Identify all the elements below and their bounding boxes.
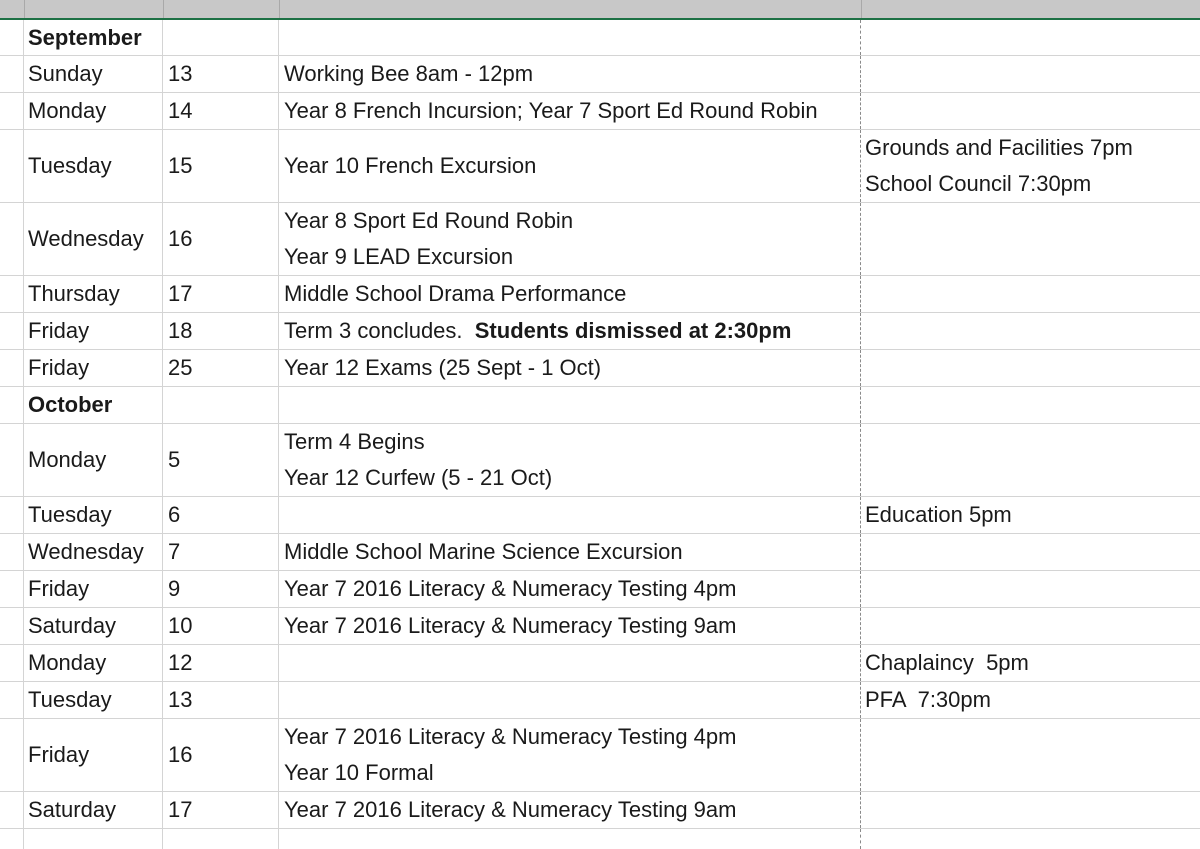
meeting-text: School Council 7:30pm <box>865 171 1092 196</box>
table-row <box>0 387 1200 424</box>
date-label: 16 <box>168 742 193 767</box>
row-header[interactable] <box>0 792 24 828</box>
day-cell[interactable] <box>24 534 163 570</box>
event-text: Year 7 2016 Literacy & Numeracy Testing 9am <box>284 797 737 822</box>
column-header-b[interactable] <box>163 0 280 18</box>
row-header[interactable] <box>0 645 24 681</box>
date-cell[interactable] <box>163 93 279 129</box>
table-row <box>0 497 1200 534</box>
event-text: Year 8 Sport Ed Round Robin <box>284 208 574 233</box>
row-header[interactable] <box>0 56 24 92</box>
month-cell[interactable] <box>24 387 163 423</box>
event-text: Year 8 French Incursion; Year 7 Sport Ed Round Robin <box>284 98 818 123</box>
table-row <box>0 56 1200 93</box>
event-text: Year 12 Curfew (5 - 21 Oct) <box>284 465 553 490</box>
row-header[interactable] <box>0 20 24 55</box>
event-cell[interactable] <box>279 203 861 275</box>
day-cell[interactable] <box>24 203 163 275</box>
day-cell[interactable] <box>24 829 163 849</box>
event-text: Working Bee 8am - 12pm <box>284 61 534 86</box>
day-label: Thursday <box>28 281 120 306</box>
row-header[interactable] <box>0 350 24 386</box>
day-cell[interactable] <box>24 608 163 644</box>
date-label: 7 <box>168 539 181 564</box>
day-cell[interactable] <box>24 571 163 607</box>
table-row <box>0 534 1200 571</box>
row-header[interactable] <box>0 130 24 202</box>
event-text: Year 10 Formal <box>284 760 434 785</box>
event-cell[interactable] <box>279 130 861 202</box>
event-cell[interactable] <box>279 20 861 55</box>
meeting-cell[interactable] <box>861 313 1200 349</box>
date-cell[interactable] <box>163 56 279 92</box>
row-header[interactable] <box>0 203 24 275</box>
meeting-cell[interactable] <box>861 534 1200 570</box>
day-cell[interactable] <box>24 313 163 349</box>
table-row <box>0 792 1200 829</box>
day-label: Wednesday <box>28 539 144 564</box>
table-row <box>0 645 1200 682</box>
date-cell[interactable] <box>163 497 279 533</box>
meeting-text: PFA 7:30pm <box>865 687 991 712</box>
event-cell[interactable] <box>279 645 861 681</box>
day-cell[interactable] <box>24 682 163 718</box>
meeting-cell[interactable] <box>861 350 1200 386</box>
table-row <box>0 829 1200 849</box>
event-plain-text: Term 3 concludes. <box>284 318 475 343</box>
table-row <box>0 20 1200 56</box>
meeting-cell[interactable] <box>861 387 1200 423</box>
table-row <box>0 350 1200 387</box>
event-text: Year 7 2016 Literacy & Numeracy Testing 9am <box>284 613 737 638</box>
date-cell[interactable] <box>163 792 279 828</box>
meeting-cell[interactable] <box>861 20 1200 55</box>
table-row <box>0 130 1200 203</box>
column-header-d[interactable] <box>861 0 1200 18</box>
meeting-text: Education 5pm <box>865 502 1012 527</box>
row-header[interactable] <box>0 313 24 349</box>
meeting-cell[interactable] <box>861 130 1200 202</box>
row-header[interactable] <box>0 93 24 129</box>
row-header[interactable] <box>0 497 24 533</box>
date-cell[interactable] <box>163 276 279 312</box>
date-cell[interactable] <box>163 829 279 849</box>
day-cell[interactable] <box>24 497 163 533</box>
date-label: 5 <box>168 447 181 472</box>
month-label: October <box>28 392 113 417</box>
event-text: Middle School Drama Performance <box>284 281 627 306</box>
day-label: Friday <box>28 576 90 601</box>
day-label: Saturday <box>28 613 117 638</box>
meeting-text: Grounds and Facilities 7pm <box>865 135 1133 160</box>
date-cell[interactable] <box>163 645 279 681</box>
date-cell[interactable] <box>163 682 279 718</box>
day-cell[interactable] <box>24 56 163 92</box>
date-cell[interactable] <box>163 534 279 570</box>
spreadsheet-grid <box>0 20 1200 849</box>
column-header-bar <box>0 0 1200 20</box>
date-cell[interactable] <box>163 387 279 423</box>
row-header-corner[interactable] <box>0 0 25 18</box>
date-label: 9 <box>168 576 181 601</box>
event-cell[interactable] <box>279 424 861 496</box>
date-cell[interactable] <box>163 350 279 386</box>
event-cell[interactable] <box>279 313 861 349</box>
day-cell[interactable] <box>24 130 163 202</box>
row-header[interactable] <box>0 682 24 718</box>
date-cell[interactable] <box>163 424 279 496</box>
day-label: Tuesday <box>28 502 112 527</box>
date-cell[interactable] <box>163 130 279 202</box>
meeting-cell[interactable] <box>861 276 1200 312</box>
date-label: 15 <box>168 153 193 178</box>
day-cell[interactable] <box>24 276 163 312</box>
row-header[interactable] <box>0 534 24 570</box>
event-text: Year 7 2016 Literacy & Numeracy Testing 4pm <box>284 724 737 749</box>
row-header[interactable] <box>0 829 24 849</box>
day-cell[interactable] <box>24 719 163 791</box>
table-row <box>0 276 1200 313</box>
date-label: 17 <box>168 281 193 306</box>
date-label: 13 <box>168 61 193 86</box>
day-label: Monday <box>28 650 107 675</box>
event-cell[interactable] <box>279 682 861 718</box>
date-label: 14 <box>168 98 193 123</box>
day-label: Monday <box>28 98 107 123</box>
table-row <box>0 313 1200 350</box>
event-cell[interactable] <box>279 387 861 423</box>
meeting-cell[interactable] <box>861 56 1200 92</box>
date-cell[interactable] <box>163 608 279 644</box>
event-cell[interactable] <box>279 350 861 386</box>
meeting-cell[interactable] <box>861 424 1200 496</box>
column-header-a[interactable] <box>24 0 164 18</box>
table-row <box>0 203 1200 276</box>
day-label: Friday <box>28 355 90 380</box>
date-label: 17 <box>168 797 193 822</box>
date-cell[interactable] <box>163 571 279 607</box>
meeting-cell[interactable] <box>861 571 1200 607</box>
day-cell[interactable] <box>24 350 163 386</box>
table-row <box>0 608 1200 645</box>
meeting-cell[interactable] <box>861 497 1200 533</box>
event-text: Year 7 2016 Literacy & Numeracy Testing 4pm <box>284 576 737 601</box>
day-label: Monday <box>28 447 107 472</box>
day-cell[interactable] <box>24 792 163 828</box>
date-cell[interactable] <box>163 203 279 275</box>
date-label: 10 <box>168 613 193 638</box>
meeting-cell[interactable] <box>861 645 1200 681</box>
day-cell[interactable] <box>24 93 163 129</box>
row-header[interactable] <box>0 571 24 607</box>
column-header-c[interactable] <box>279 0 862 18</box>
meeting-cell[interactable] <box>861 203 1200 275</box>
meeting-cell[interactable] <box>861 792 1200 828</box>
month-label: September <box>28 24 142 50</box>
table-row <box>0 682 1200 719</box>
day-label: Saturday <box>28 797 117 822</box>
date-label: 18 <box>168 318 193 343</box>
date-cell[interactable] <box>163 313 279 349</box>
day-label: Friday <box>28 742 90 767</box>
event-cell[interactable] <box>279 534 861 570</box>
day-label: Tuesday <box>28 687 112 712</box>
row-header[interactable] <box>0 424 24 496</box>
event-cell[interactable] <box>279 56 861 92</box>
date-label: 6 <box>168 502 181 527</box>
event-text <box>284 318 791 344</box>
event-cell[interactable] <box>279 719 861 791</box>
event-text: Term 4 Begins <box>284 429 425 454</box>
day-cell[interactable] <box>24 424 163 496</box>
day-label: Friday <box>28 318 90 343</box>
event-cell[interactable] <box>279 571 861 607</box>
table-row <box>0 93 1200 130</box>
meeting-cell[interactable] <box>861 829 1200 849</box>
meeting-cell[interactable] <box>861 93 1200 129</box>
event-cell[interactable] <box>279 829 861 849</box>
row-header[interactable] <box>0 276 24 312</box>
event-cell[interactable] <box>279 497 861 533</box>
event-cell[interactable] <box>279 608 861 644</box>
row-header[interactable] <box>0 387 24 423</box>
event-cell[interactable] <box>279 792 861 828</box>
event-bold-text: Students dismissed at 2:30pm <box>474 318 792 343</box>
day-cell[interactable] <box>24 645 163 681</box>
table-row <box>0 424 1200 497</box>
date-label: 25 <box>168 355 193 380</box>
date-label: 12 <box>168 650 193 675</box>
day-label: Wednesday <box>28 226 144 251</box>
table-row <box>0 571 1200 608</box>
meeting-cell[interactable] <box>861 608 1200 644</box>
meeting-cell[interactable] <box>861 682 1200 718</box>
day-label: Sunday <box>28 61 103 86</box>
row-header[interactable] <box>0 608 24 644</box>
event-cell[interactable] <box>279 276 861 312</box>
date-label: 13 <box>168 687 193 712</box>
meeting-text: Chaplaincy 5pm <box>865 650 1029 675</box>
date-label: 16 <box>168 226 193 251</box>
meeting-cell[interactable] <box>861 719 1200 791</box>
date-cell[interactable] <box>163 719 279 791</box>
event-text: Year 10 French Excursion <box>284 153 537 178</box>
event-text: Year 12 Exams (25 Sept - 1 Oct) <box>284 355 602 380</box>
event-text: Year 9 LEAD Excursion <box>284 244 514 269</box>
row-header[interactable] <box>0 719 24 791</box>
event-cell[interactable] <box>279 93 861 129</box>
date-cell[interactable] <box>163 20 279 55</box>
month-cell[interactable] <box>24 20 163 55</box>
table-row <box>0 719 1200 792</box>
event-text: Middle School Marine Science Excursion <box>284 539 683 564</box>
day-label: Tuesday <box>28 153 112 178</box>
